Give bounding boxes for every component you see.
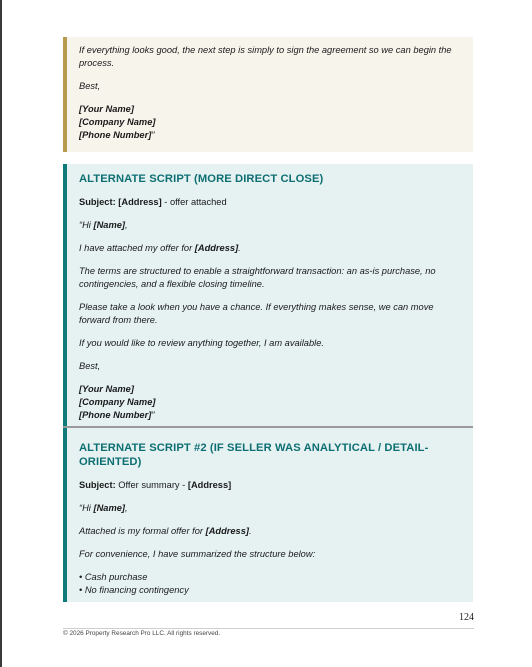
greeting-suffix: , [124,220,128,230]
signature-block [79,383,461,422]
closing-quote: ” [151,130,155,140]
signature-phone: [Phone Number] [79,410,152,420]
greeting [79,502,461,515]
subject-text: Offer summary - [115,480,188,490]
offer-line-suffix: . [238,243,241,253]
alternate-script-2-heading: ALTERNATE SCRIPT #2 (IF SELLER WAS ANALYTICAL / DETAIL-ORIENTED) [79,442,429,468]
offer-line [79,242,461,255]
alternate-script-2 [67,428,473,597]
greeting-prefix: “Hi [79,503,94,513]
subject-label: Subject: [79,480,116,490]
email-closing-box [63,37,473,152]
greeting-prefix: “Hi [79,220,94,230]
signature-company: [Company Name] [79,117,156,127]
greeting-name: [Name] [93,220,125,230]
offer-line-prefix: I have attached my offer for [79,243,195,253]
closing-quote: ” [151,410,155,420]
subject-label: Subject: [79,197,116,207]
subject-text: - offer attached [161,197,227,207]
terms-paragraph: The terms are structured to enable a straightforward transaction: an as-is purchase, no contingencies, and a flexible closing timeline. [79,266,436,289]
signature-name: [Your Name] [79,384,134,394]
offer-line-prefix: Attached is my formal offer for [79,526,206,536]
offer-line-address: [Address] [194,243,239,253]
subject-line [79,196,461,209]
alternate-script-1 [67,164,473,426]
subject-line [79,479,461,492]
footer-divider [63,628,474,629]
list-item: • Cash purchase [79,572,148,582]
page-edge [0,0,2,667]
signature-phone-line [79,129,461,142]
subject-address: [Address] [118,197,162,207]
greeting-name: [Name] [93,503,125,513]
offer-line-address: [Address] [205,526,249,536]
signature-name: [Your Name] [79,104,134,114]
subject-address: [Address] [187,480,232,490]
signature-company: [Company Name] [79,397,156,407]
page-number: 124 [459,612,474,623]
summary-intro: For convenience, I have summarized the structure below: [79,549,316,559]
alternate-script-1-heading: ALTERNATE SCRIPT (MORE DIRECT CLOSE) [79,173,324,185]
closing-salutation: Best, [79,361,101,371]
review-paragraph: Please take a look when you have a chance. If everything makes sense, we can move forward from there. [79,302,434,325]
offer-line [79,525,461,538]
offer-line-suffix: . [249,526,252,536]
closing-paragraph: If everything looks good, the next step is simply to sign the agreement so we can begin the process. [79,45,452,68]
availability-paragraph: If you would like to review anything together, I am available. [79,338,324,348]
list-item: • No financing contingency [79,585,189,595]
offer-terms-list [79,571,461,597]
signature-phone: [Phone Number] [79,130,152,140]
copyright-footer: © 2026 Property Research Pro LLC. All rights reserved. [63,630,221,637]
signature-phone-line [79,409,461,422]
signature-block [79,103,461,142]
alternate-scripts-box [63,164,473,602]
greeting [79,219,461,232]
greeting-suffix: , [124,503,128,513]
closing-salutation: Best, [79,81,101,91]
